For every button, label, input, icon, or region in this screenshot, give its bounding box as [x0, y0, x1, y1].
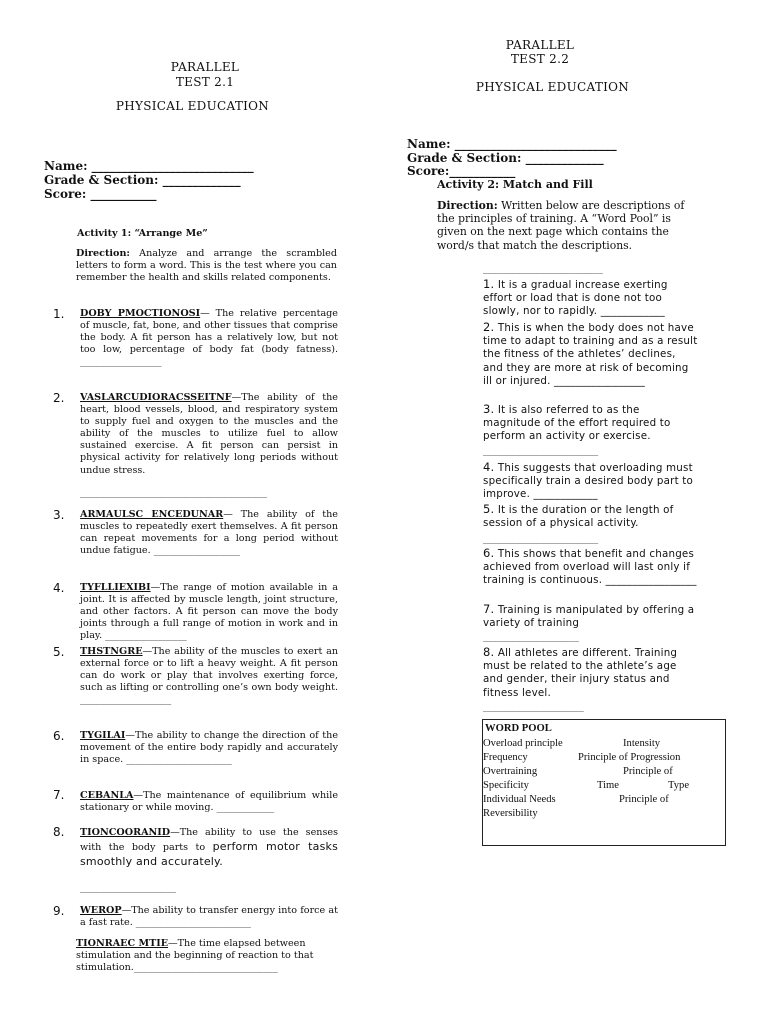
- scrambled-word: THSTNGRE: [80, 646, 143, 657]
- right-subject: PHYSICAL EDUCATION: [475, 80, 630, 94]
- right-item-number: 8.: [483, 645, 495, 659]
- word-pool-item: Principle of: [619, 794, 669, 805]
- word-pool-item: Overtraining: [483, 766, 538, 777]
- word-pool-item: Type: [668, 780, 690, 791]
- left-item-number: 2.: [53, 391, 65, 405]
- left-score-field[interactable]: Score: ___________: [44, 187, 157, 201]
- right-title-parallel: PARALLEL: [505, 38, 575, 52]
- left-item-number: 5.: [53, 645, 65, 659]
- right-score-field[interactable]: Score:___________: [407, 164, 516, 178]
- right-direction: [437, 199, 700, 252]
- item-text: —The ability of the muscles to exert an external force or to lift a heavy weight. A fit person can do work or play that involves exerting force, such as lifting or controlling one’s own body weight. ___________________: [80, 646, 338, 706]
- answer-blank[interactable]: _________________________: [483, 263, 603, 274]
- word-pool-item: Overload principle: [483, 738, 563, 749]
- word-pool-item: Individual Needs: [483, 794, 556, 805]
- item-text: Training is manipulated by offering a variety of training: [483, 604, 695, 630]
- answer-blank[interactable]: ____________________: [483, 631, 579, 642]
- left-item-number: 1.: [53, 307, 65, 321]
- item-text: This shows that benefit and changes achieved from overload will last only if training is continuous. _________________: [483, 548, 697, 587]
- right-item-1: [483, 278, 698, 319]
- scrambled-word: TYFLLIEXIBI: [80, 582, 151, 593]
- left-item-4: [80, 582, 338, 642]
- right-direction-text: Written below are descriptions of the principles of training. A “Word Pool” is given on the next page which contains the word/s that match the descriptions.: [437, 199, 685, 252]
- item-text: — The ability of the muscles to repeatedly exert themselves. A fit person can repeat movements for a long period without undue fatigue. __________________: [80, 509, 338, 557]
- item-text: —The ability to use the senses with the body parts to: [80, 827, 338, 853]
- left-item-3: [80, 509, 338, 557]
- scrambled-word: DOBY PMOCTIONOSI: [80, 308, 201, 319]
- left-title-parallel: PARALLEL: [170, 60, 240, 74]
- item-text: It is also referred to as the magnitude of the effort required to perform an activity or exercise.: [483, 404, 671, 443]
- left-item-10: [76, 938, 350, 974]
- right-item-7: [483, 603, 698, 630]
- right-item-number: 2.: [483, 320, 495, 334]
- word-pool-box: [482, 719, 726, 846]
- right-item-number: 7.: [483, 602, 495, 616]
- scrambled-word: WEROP: [80, 905, 122, 916]
- right-activity-title: Activity 2: Match and Fill: [437, 178, 593, 191]
- scrambled-word: TIONCOORANID: [80, 827, 171, 838]
- right-item-3: [483, 403, 698, 444]
- answer-blank[interactable]: ____________________: [80, 882, 176, 893]
- right-item-2: [483, 321, 698, 388]
- left-item-number: 4.: [53, 581, 65, 595]
- item-text: It is a gradual increase exerting effort or load that is done not too slowly, nor to rapidly. ____________: [483, 279, 668, 318]
- item-text: It is the duration or the length of session of a physical activity.: [483, 504, 674, 530]
- right-item-4: [483, 461, 698, 502]
- right-item-6: [483, 547, 698, 588]
- word-pool-item: Principle of: [623, 766, 673, 777]
- answer-blank[interactable]: ________________________: [483, 533, 599, 544]
- scrambled-word: VASLARCUDIORACSSEITNF: [80, 392, 232, 403]
- left-direction-label: Direction:: [76, 248, 130, 259]
- right-item-number: 4.: [483, 460, 495, 474]
- word-pool-item: Specificity: [483, 780, 529, 791]
- left-direction: [76, 248, 337, 284]
- item-text: This is when the body does not have time to adapt to training and as a result the fitness of the athletes’ declines, and they are more at risk of becoming ill or injured. _________________: [483, 322, 698, 387]
- left-item-7: [80, 790, 338, 814]
- right-item-number: 1.: [483, 277, 495, 291]
- word-pool-item: Reversibility: [483, 808, 538, 819]
- word-pool-item: Time: [597, 780, 619, 791]
- right-title-test: TEST 2.2: [510, 52, 570, 66]
- answer-blank[interactable]: _______________________________________: [80, 487, 268, 498]
- left-item-1: [80, 308, 338, 368]
- item-text: —The range of motion available in a joint. It is affected by muscle length, joint structure, and other factors. A fit person can move the body joints through a full range of motion in work and in play. _________________: [80, 582, 338, 642]
- right-item-number: 6.: [483, 546, 495, 560]
- left-item-number: 6.: [53, 729, 65, 743]
- scrambled-word: ARMAULSC ENCEDUNAR: [80, 509, 224, 520]
- scrambled-word: TIONRAEC MTIE: [76, 938, 169, 949]
- item-text: —The ability to change the direction of the movement of the entire body rapidly and accurately in space. ______________________: [80, 730, 338, 766]
- word-pool-item: Frequency: [483, 752, 528, 763]
- item-text: All athletes are different. Training must be related to the athlete’s age and gender, their injury status and fitness level.: [483, 647, 678, 699]
- left-activity-title: Activity 1: “Arrange Me”: [77, 228, 208, 239]
- left-title-test: TEST 2.1: [175, 75, 235, 89]
- left-item-number: 7.: [53, 788, 65, 802]
- right-item-number: 3.: [483, 402, 495, 416]
- left-item-number: 3.: [53, 508, 65, 522]
- left-item-6: [80, 730, 338, 766]
- right-item-5: [483, 503, 701, 530]
- right-direction-label: Direction:: [437, 199, 498, 212]
- item-text: —The maintenance of equilibrium while stationary or while moving. ____________: [80, 790, 338, 814]
- right-item-number: 5.: [483, 502, 495, 516]
- word-pool-item: Principle of Progression: [578, 752, 681, 763]
- left-direction-text: Analyze and arrange the scrambled letters to form a word. This is the test where you can remember the health and skills related components.: [76, 248, 337, 284]
- word-pool-title: WORD POOL: [485, 723, 552, 734]
- right-name-field[interactable]: Name: ___________________________: [407, 137, 617, 151]
- item-text: —The ability to transfer energy into force at a fast rate. ________________________: [80, 905, 338, 929]
- left-item-5: [80, 646, 338, 706]
- right-grade-field[interactable]: Grade & Section: _____________: [407, 151, 604, 165]
- left-name-field[interactable]: Name: ___________________________: [44, 159, 254, 173]
- item-text: —The ability of the heart, blood vessels, blood, and respiratory system to supply fuel and oxygen to the muscles and the ability of the muscles to utilize fuel to allow sustained exercise. A fit person can persist in physical activity for relatively long periods without undue stress.: [80, 392, 338, 476]
- item-text: — The relative percentage of muscle, fat, bone, and other tissues that comprise the body. A fit person has a relatively low, but not too low, percentage of body fat (body fatness). _________________: [80, 308, 338, 368]
- item-text-sans: perform motor tasks smoothly and accurately.: [80, 840, 339, 868]
- scrambled-word: CEBANLA: [80, 790, 134, 801]
- item-text: This suggests that overloading must specifically train a desired body part to improve. ____________: [483, 462, 694, 501]
- left-subject: PHYSICAL EDUCATION: [115, 99, 270, 113]
- scrambled-word: TYGILAI: [80, 730, 126, 741]
- left-grade-field[interactable]: Grade & Section: _____________: [44, 173, 241, 187]
- item-text: —The time elapsed between stimulation and the beginning of reaction to that stimulation.______________________________: [76, 938, 314, 974]
- left-item-number: 8.: [53, 825, 65, 839]
- answer-blank[interactable]: ________________________: [483, 445, 599, 456]
- right-item-8: [483, 646, 698, 700]
- left-item-8: [80, 826, 338, 870]
- left-item-number: 9.: [53, 904, 65, 918]
- answer-blank[interactable]: _____________________: [483, 701, 584, 712]
- left-item-9: [80, 905, 338, 929]
- word-pool-item: Intensity: [623, 738, 661, 749]
- left-item-2: [80, 392, 338, 477]
